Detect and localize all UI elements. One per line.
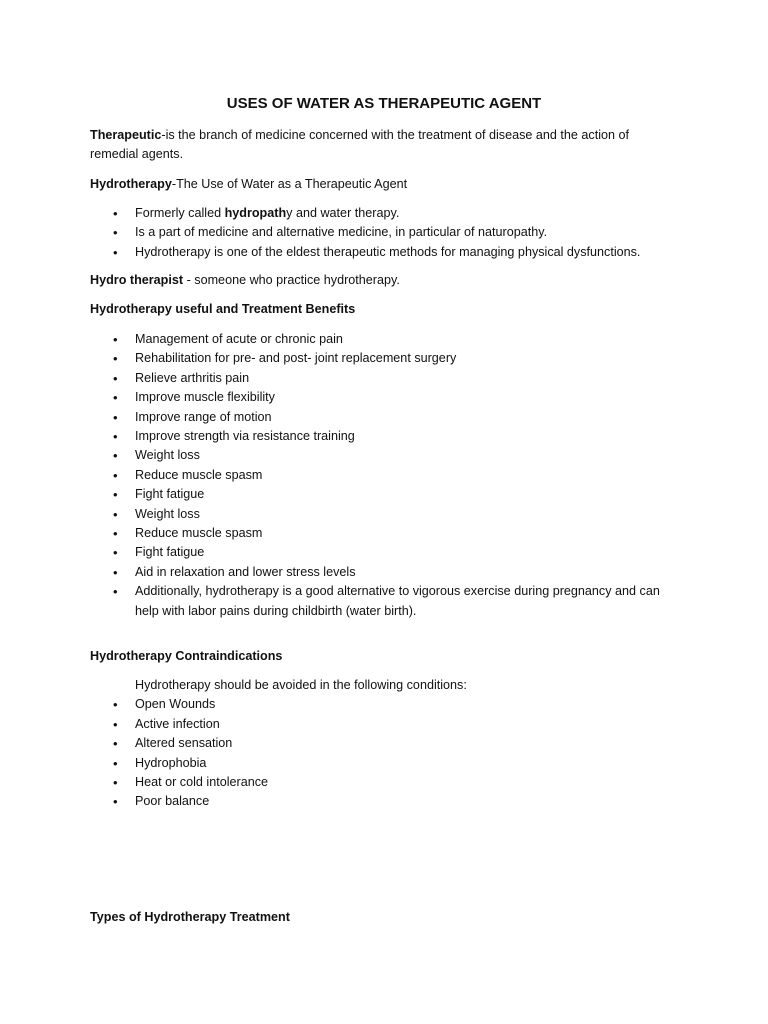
list-item: • Rehabilitation for pre- and post- joint replacement surgery	[90, 349, 680, 368]
benefits-list	[90, 330, 680, 621]
list-item: • Open Wounds	[90, 695, 680, 714]
contraindications-heading-text: Hydrotherapy Contraindications	[90, 649, 283, 663]
types-heading-text: Types of Hydrotherapy Treatment	[90, 910, 290, 924]
document-title: USES OF WATER AS THERAPEUTIC AGENT	[226, 95, 542, 112]
list-item: • Fight fatigue	[90, 485, 680, 504]
list-item: • Hydrophobia	[90, 754, 680, 773]
list-item: • Is a part of medicine and alternative medicine, in particular of naturopathy.	[90, 223, 680, 242]
list-item: • Altered sensation	[90, 734, 680, 753]
list-item: • Improve strength via resistance training	[90, 427, 680, 446]
list-item: • Weight loss	[90, 505, 680, 524]
list-item: • Management of acute or chronic pain	[90, 330, 680, 349]
list-item: • Reduce muscle spasm	[90, 524, 680, 543]
hydro-therapist-paragraph	[90, 271, 680, 290]
list-item: • Hydrotherapy is one of the eldest therapeutic methods for managing physical dysfunctions.	[90, 243, 680, 262]
contraindications-section	[90, 676, 680, 812]
list-item: • Additionally, hydrotherapy is a good alternative to vigorous exercise during pregnancy and can help with labor pains during childbirth (water birth).	[90, 582, 680, 621]
list-item: • Fight fatigue	[90, 543, 680, 562]
contraindications-list	[90, 695, 680, 811]
hydrotherapy-paragraph	[90, 175, 680, 194]
list-item: • Reduce muscle spasm	[90, 466, 680, 485]
list-item: • Weight loss	[90, 446, 680, 465]
list-item: • Active infection	[90, 715, 680, 734]
list-item: • Relieve arthritis pain	[90, 369, 680, 388]
hydrotherapy-bullet-list	[90, 204, 680, 262]
list-item: • Poor balance	[90, 792, 680, 811]
contraindications-intro: Hydrotherapy should be avoided in the following conditions:	[135, 678, 467, 692]
benefits-heading	[90, 300, 680, 319]
list-item-text: Formerly called	[135, 206, 225, 220]
list-item: • Improve range of motion	[90, 408, 680, 427]
hydro-therapist-definition: - someone who practice hydrotherapy.	[183, 273, 400, 287]
list-item	[90, 204, 680, 223]
list-item: • Aid in relaxation and lower stress levels	[90, 563, 680, 582]
hydro-therapist-term: Hydro therapist	[90, 273, 184, 287]
therapeutic-paragraph	[90, 126, 680, 165]
hydrotherapy-definition: -The Use of Water as a Therapeutic Agent	[171, 177, 408, 191]
therapeutic-definition: -is the branch of medicine concerned with the treatment of disease and the action of remedial agents.	[90, 128, 630, 162]
contraindications-heading	[90, 647, 680, 666]
hydrotherapy-term: Hydrotherapy	[90, 177, 172, 191]
list-item: • Heat or cold intolerance	[90, 773, 680, 792]
list-item-bold-text: hydropath	[224, 206, 287, 220]
list-item-text: y and water therapy.	[286, 206, 400, 220]
types-heading	[90, 908, 680, 927]
therapeutic-term: Therapeutic	[90, 128, 162, 142]
benefits-heading-text: Hydrotherapy useful and Treatment Benefits	[90, 302, 356, 316]
list-item: • Improve muscle flexibility	[90, 388, 680, 407]
